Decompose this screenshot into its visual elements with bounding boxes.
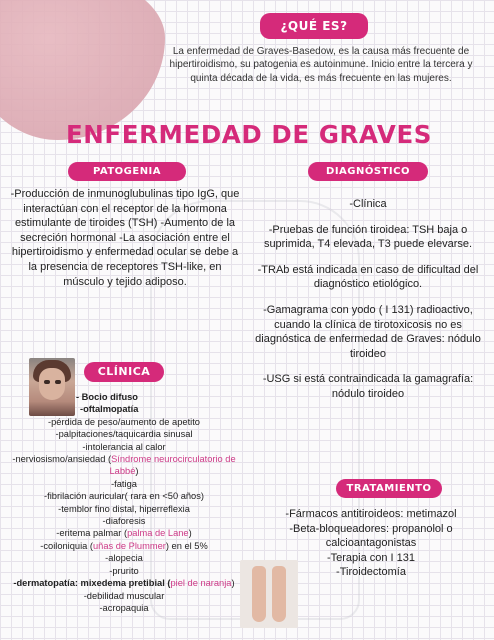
clinica-item: -alopecia [105, 553, 143, 564]
tratamiento-item: -Tiroidectomía [336, 566, 406, 579]
clinica-item: -diaforesis [102, 516, 146, 527]
page-title: ENFERMEDAD DE GRAVES [65, 120, 433, 149]
diagnostico-list [252, 197, 484, 413]
tratamiento-list [260, 507, 482, 580]
photo-eye [55, 380, 61, 384]
clinica-item: -intolerancia al calor [82, 441, 166, 452]
clinica-list [6, 391, 242, 614]
clinica-item: -fibrilación auricular( rara en <50 años) [44, 491, 204, 502]
intro-text: La enfermedad de Graves-Basedow, es la causa más frecuente de hipertiroidismo, su patogenia es autoinmune. Inicio entre la tercera y quinta década de la vida, es más frecuente en las mujeres. [169, 46, 473, 84]
tratamiento-item: -Terapia con I 131 [326, 551, 416, 564]
clinica-label: CLÍNICA [84, 362, 164, 382]
clinica-item: -debilidad muscular [83, 590, 165, 601]
clinica-item: -pérdida de peso/aumento de apetito [48, 416, 200, 427]
clinica-item: -palpitaciones/taquicardia sinusal [55, 429, 193, 440]
photo-eye [44, 380, 50, 384]
clinica-item: -nerviosismo/ansiedad (Síndrome neurocirculatorio de Labbé) [12, 454, 236, 477]
diagnostico-item: -TRAb está indicada en caso de dificultad del diagnóstico etiológico. [257, 263, 479, 291]
decorative-blob [0, 0, 165, 140]
clinica-item: -temblor fino distal, hiperreflexia [58, 503, 190, 514]
clinica-item: -dermatopatía: mixedema pretibial (piel de naranja) [13, 578, 235, 589]
diagnostico-item: -Gamagrama con yodo ( I 131) radioactivo, cuando la clínica de tirotoxicosis no es diagnóstica de enfermedad de Graves: nódulo tiroideo [255, 303, 481, 360]
que-es-label: ¿QUÉ ES? [260, 13, 368, 39]
tratamiento-item: -Beta-bloqueadores: propanolol o calcioantagonistas [289, 522, 453, 550]
clinica-item: -coiloniquia (uñas de Plummer) en el 5% [40, 540, 208, 551]
clinica-item: -acropaquia [99, 602, 149, 613]
clinica-item: - Bocio difuso [76, 392, 138, 402]
patogenia-text: -Producción de inmunoglubulinas tipo IgG, que interactúan con el receptor de la hormona estimulante de tiroides (TSH) -Aumento de la secreción hormonal -La asociación entre el hipertiroidismo y enfermedad ocular se debe a la presencia de receptores TSH-like, en músculo y tejido adiposo. [10, 188, 240, 288]
diagnostico-item: -Clínica [349, 198, 387, 210]
tratamiento-label: TRATAMIENTO [336, 479, 442, 498]
diagnostico-label: DIAGNÓSTICO [308, 162, 428, 181]
clinica-item: -eritema palmar (palma de Lane) [56, 528, 192, 539]
diagnostico-item: -USG si está contraindicada la gamagrafía: nódulo tiroideo [262, 373, 474, 400]
diagnostico-item: -Pruebas de función tiroidea: TSH baja o suprimida, T4 elevada, T3 puede elevarse. [263, 223, 473, 251]
patogenia-label: PATOGENIA [68, 162, 186, 181]
clinica-item: -fatiga [111, 478, 137, 489]
tratamiento-item: -Fármacos antitiroideos: metimazol [285, 508, 457, 520]
clinica-item: -prurito [109, 565, 139, 576]
clinica-item: -oftalmopatía [80, 404, 139, 415]
